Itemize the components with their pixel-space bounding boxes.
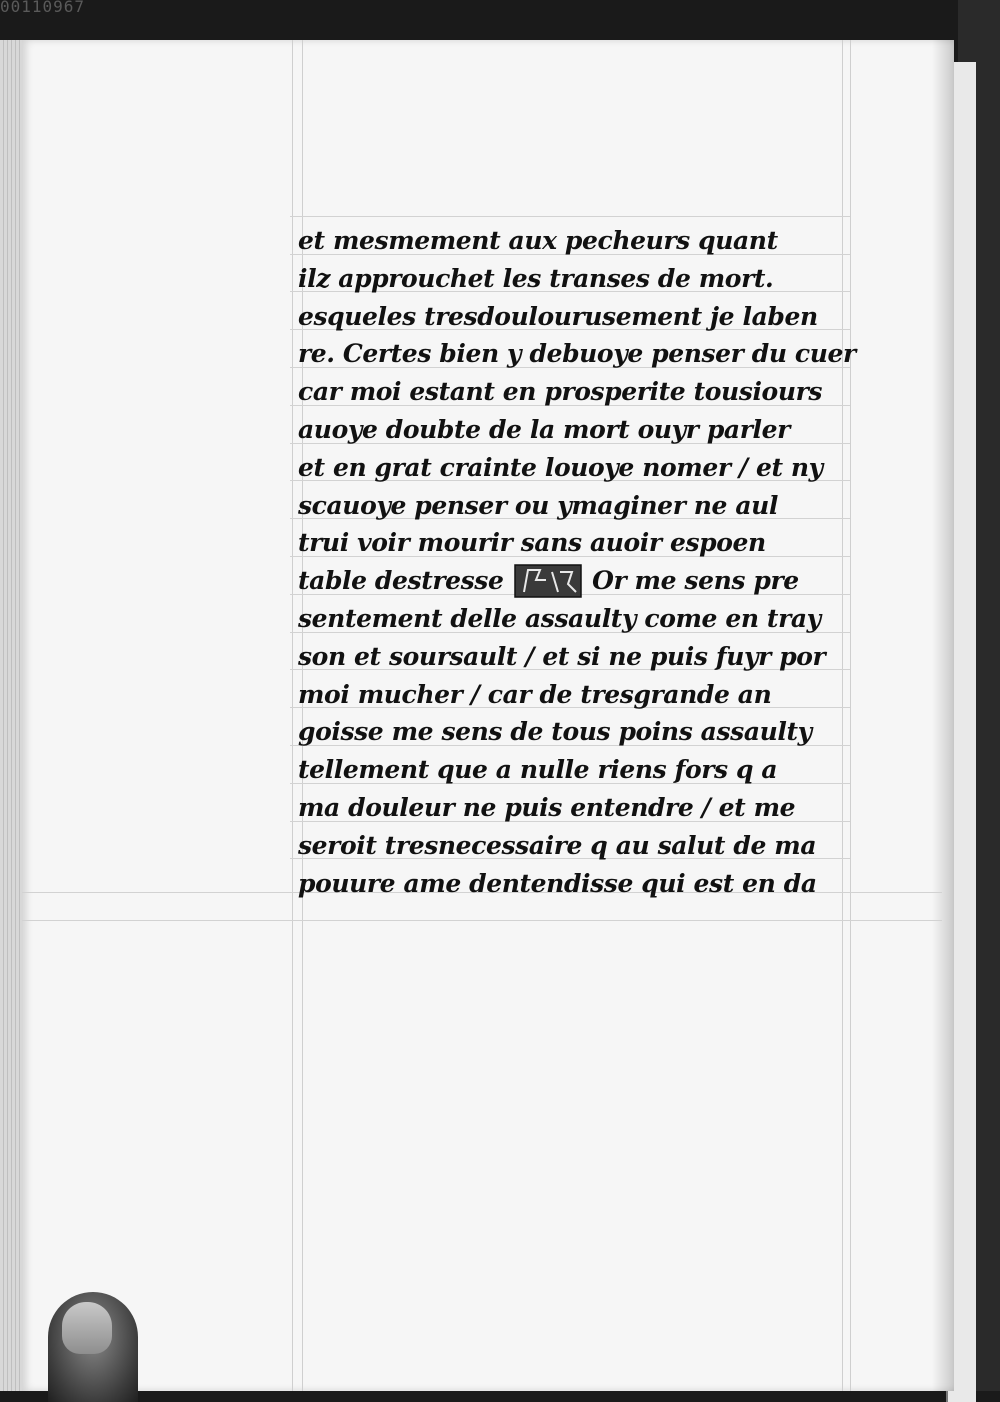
text-line-14: goisse me sens de tous poins assaulty [298,717,812,747]
text-line-18: pouure ame dentendisse qui est en da [298,868,817,898]
text-line-16: ma douleur ne puis entendre / et me [298,792,796,822]
text-line-4: re. Certes bien y debuoye penser du cuer [298,339,856,369]
text-line-15: tellement que a nulle riens fors q a [298,755,778,785]
scan-id-label: 00110967 [0,0,86,14]
manuscript-text [298,222,898,902]
text-line-3: esqueles tresdoulourusement je laben [298,301,818,331]
text-line-10-start: table destresse [298,566,504,596]
text-line-2: ilz approuchet les transes de mort. [298,263,774,293]
text-line-5: car moi estant en prosperite tousiours [298,377,823,407]
text-line-12: son et soursault / et si ne puis fuyr por [298,641,826,671]
text-line-1: et mesmement aux pecheurs quant [298,226,778,255]
ruling-line-vertical [292,40,293,1391]
text-line-8: scauoye penser ou ymaginer ne aul [298,490,779,520]
text-line-7: et en grat crainte louoye nomer / et ny [298,452,823,482]
text-line-9: trui voir mourir sans auoir espoen [298,528,766,558]
gutter-shadow [932,40,954,1391]
ruling-line-horizontal [290,216,850,217]
decorated-initial-icon [514,564,582,598]
manuscript-page [22,40,954,1391]
text-line-10 [298,562,898,600]
text-line-13: moi mucher / car de tresgrande an [298,679,772,709]
text-line-17: seroit tresnecessaire q au salut de ma [298,830,817,860]
text-line-11: sentement delle assaulty come en tray [298,603,821,633]
thumbnail-nail [62,1302,112,1354]
text-line-6: auoye doubte de la mort ouyr parler [298,414,790,444]
text-line-10-end: Or me sens pre [592,566,799,596]
ruling-line-horizontal [22,920,942,921]
